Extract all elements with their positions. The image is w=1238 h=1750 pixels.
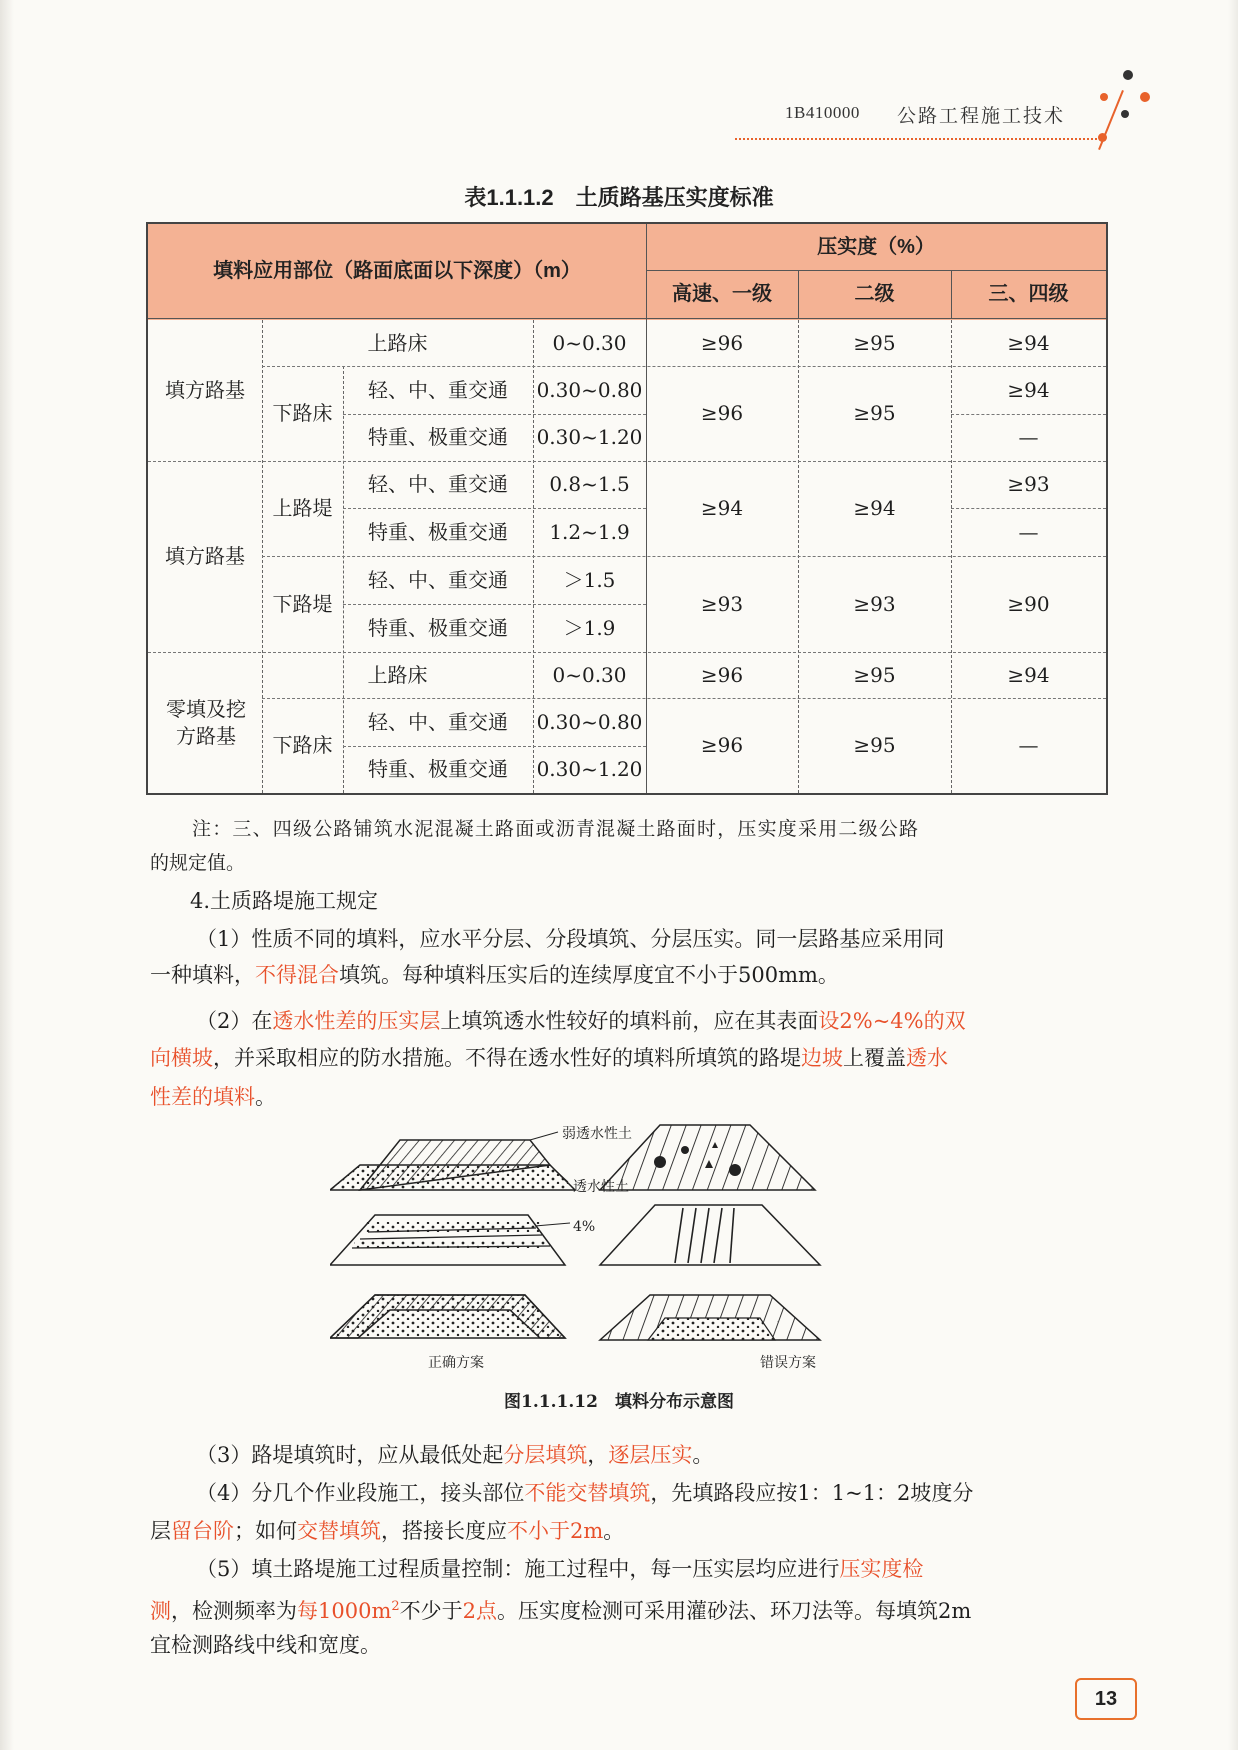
table-note [150, 846, 1110, 880]
wrong-scheme-2 [600, 1205, 820, 1265]
table-note [192, 812, 1112, 846]
emphasis-text: 边坡 [801, 1046, 843, 1070]
text-run: 宜检测路线中线和宽度。 [150, 1633, 381, 1657]
table-cell-value: ≥95 [853, 401, 896, 425]
text-run: 上填筑透水性较好的填料前，应在其表面 [440, 1009, 819, 1033]
paragraph-5 [150, 1590, 1110, 1628]
emphasis-text: 分层填筑 [503, 1443, 588, 1467]
table-header-location: 填料应用部位（路面底面以下深度）（m） [213, 260, 581, 282]
text-run: ， [587, 1443, 609, 1467]
table-cell-value: — [1018, 733, 1039, 757]
correct-scheme-3 [330, 1295, 565, 1338]
table-cell-value: — [1018, 425, 1039, 449]
paragraph-5 [150, 1628, 1110, 1662]
table-cell-value: ≥94 [700, 496, 744, 520]
text-run: 不少于 [399, 1599, 463, 1623]
emphasis-text: 透水性差的压实层 [272, 1009, 441, 1033]
table-subgroup-label: 下路床 [272, 733, 333, 757]
paragraph-3 [196, 1438, 1111, 1472]
table-cell-depth: 0.30~1.20 [536, 757, 643, 781]
table-cell-value: ≥94 [1007, 377, 1050, 402]
table-cell-depth: 0.30~1.20 [536, 425, 643, 449]
table-cell-depth: 0~0.30 [552, 330, 627, 355]
table-cell-value: ≥95 [853, 662, 896, 687]
text-run: （3）路堤填筑时，应从最低处起 [196, 1443, 504, 1467]
table-cell-depth: ＞1.9 [563, 615, 616, 640]
table-group-label: 填方路基 [165, 378, 245, 402]
table-cell-depth: 0.8~1.5 [549, 472, 630, 496]
table-cell-depth: 0.30~0.80 [536, 709, 643, 734]
table-cell-value: ≥96 [700, 330, 744, 355]
table-cell-value: ≥95 [853, 733, 896, 757]
table-group-label: 填方路基 [165, 544, 245, 568]
emphasis-text: 交替填筑 [297, 1519, 381, 1543]
text-run: ，检测频率为 [171, 1599, 297, 1623]
table-cell-part: 上路床 [367, 662, 428, 687]
emphasis-text: 不能交替填筑 [524, 1481, 651, 1505]
text-run: 层 [150, 1519, 171, 1543]
header-dot [1123, 70, 1133, 80]
text-run: （2）在 [196, 1009, 273, 1033]
table-cell-value: ≥94 [1007, 662, 1050, 687]
emphasis-text: 2点 [462, 1599, 498, 1623]
table-cell-value: — [1018, 519, 1039, 544]
table-cell-part: 轻、中、重交通 [368, 472, 508, 496]
table-title: 表1.1.1.2 土质路基压实度标准 [464, 185, 774, 210]
wrong-scheme-3 [600, 1295, 820, 1340]
fill-distribution-diagram [330, 1120, 930, 1390]
table-cell-value: ≥94 [853, 496, 896, 520]
table-cell-part: 轻、中、重交通 [368, 567, 508, 592]
label-slope: 4% [573, 1219, 596, 1235]
table-cell-part: 轻、中、重交通 [368, 709, 508, 734]
header-dotted-rule [735, 138, 1105, 140]
emphasis-text: 逐层压实 [608, 1443, 693, 1467]
table-cell-depth: 0~0.30 [552, 662, 627, 687]
header-dot [1140, 92, 1150, 102]
text-run: ，搭接长度应 [381, 1519, 507, 1543]
paragraph-2 [150, 1041, 1110, 1075]
paragraph-1 [150, 958, 1110, 992]
table-cell-part: 特重、极重交通 [368, 757, 508, 781]
table-cell-part: 特重、极重交通 [368, 615, 508, 640]
label-permeable-soil: 透水性土 [573, 1179, 629, 1195]
emphasis-text: 不小于2m [507, 1519, 604, 1543]
table-cell-value: ≥93 [853, 591, 896, 616]
table-cell-depth: 0.30~0.80 [536, 377, 643, 402]
text-run: ，并采取相应的防水措施。不得在透水性好的填料所填筑的路堤 [213, 1046, 801, 1070]
table-subgroup-label: 上路堤 [272, 496, 333, 520]
text-run: 。 [692, 1443, 714, 1467]
text-run: 。 [603, 1519, 625, 1543]
header-dot [1098, 133, 1107, 142]
header-dot [1100, 93, 1108, 101]
text-run: （4）分几个作业段施工，接头部位 [196, 1481, 525, 1505]
emphasis-text: 每1000m [297, 1599, 392, 1623]
text-run: ；如何 [234, 1519, 297, 1543]
label-weak-permeable-soil: 弱透水性土 [562, 1126, 632, 1142]
table-note-line: 注：三、四级公路铺筑水泥混凝土路面或沥青混凝土路面时，压实度采用二级公路 [192, 818, 920, 840]
correct-scheme-2 [330, 1215, 570, 1265]
table-group-label: 零填及挖方路基 [166, 696, 246, 748]
emphasis-text: 压实度检 [839, 1557, 924, 1581]
text-run: 填筑。每种填料压实后的连续厚度宜不小于500mm。 [339, 963, 839, 987]
text-run: ，先填路段应按1：1~1：2坡度分 [650, 1481, 974, 1505]
table-note-line: 的规定值。 [150, 852, 246, 874]
figure-caption: 图1.1.1.12 填料分布示意图 [504, 1392, 734, 1412]
table-cell-value: ≥96 [700, 401, 744, 425]
correct-scheme-1 [330, 1132, 575, 1190]
table-header-col-2: 二级 [854, 283, 895, 305]
emphasis-text: 透水 [906, 1046, 948, 1070]
text-run: （1）性质不同的填料，应水平分层、分段填筑、分层压实。同一层路基应采用同 [196, 927, 945, 951]
paragraph-4 [196, 1476, 1111, 1510]
table-subgroup-label: 下路堤 [272, 591, 333, 616]
text-run: 一种填料， [150, 963, 255, 987]
table-header-col-1: 高速、一级 [672, 283, 772, 305]
emphasis-text: 向横坡 [150, 1046, 213, 1070]
superscript: 2 [391, 1599, 400, 1614]
table-cell-value: ≥93 [1007, 472, 1050, 496]
table-cell-depth: 1.2~1.9 [549, 519, 630, 544]
paragraph-4 [150, 1514, 1110, 1548]
table-cell-value: ≥96 [700, 733, 744, 757]
table-cell-value: ≥96 [700, 662, 744, 687]
page-edge-shadow [1228, 0, 1238, 1750]
header-code: 1B410000 [785, 103, 860, 122]
header-dot [1121, 110, 1129, 118]
emphasis-text: 设2%~4%的双 [818, 1009, 966, 1033]
paragraph-2 [196, 1004, 1111, 1038]
table-cell-part: 上路床 [367, 330, 428, 355]
table-cell-part: 特重、极重交通 [368, 425, 508, 449]
wrong-scheme-1 [600, 1125, 815, 1190]
text-run: 。压实度检测可采用灌砂法、环刀法等。每填筑2m [497, 1599, 972, 1623]
label-correct-scheme: 正确方案 [428, 1355, 484, 1371]
text-run: 。 [255, 1085, 276, 1109]
table-cell-value: ≥90 [1007, 591, 1050, 616]
paragraph-1 [196, 922, 1111, 956]
table-subgroup-label: 下路床 [272, 401, 333, 425]
emphasis-text: 测 [150, 1599, 171, 1623]
emphasis-text: 不得混合 [255, 963, 339, 987]
table-cell-part: 特重、极重交通 [368, 519, 508, 544]
table-cell-depth: ＞1.5 [563, 567, 616, 592]
emphasis-text: 性差的填料 [150, 1085, 255, 1109]
page-binding-shadow [0, 0, 14, 1750]
header-title: 公路工程施工技术 [897, 105, 1066, 127]
paragraph-5 [196, 1552, 1111, 1586]
table-cell-value: ≥94 [1007, 330, 1050, 355]
section-heading: 4.土质路堤施工规定 [190, 889, 379, 913]
text-run: 上覆盖 [843, 1046, 906, 1070]
compaction-standard-table [146, 222, 1108, 795]
label-wrong-scheme: 错误方案 [760, 1355, 816, 1371]
table-cell-value: ≥93 [700, 591, 744, 616]
text-run: （5）填土路堤施工过程质量控制：施工过程中，每一压实层均应进行 [196, 1557, 840, 1581]
table-header-col-3: 三、四级 [988, 283, 1069, 305]
paragraph-2 [150, 1080, 1110, 1114]
table-header-compaction: 压实度（%） [817, 235, 935, 258]
table-cell-part: 轻、中、重交通 [368, 377, 508, 402]
emphasis-text: 留台阶 [171, 1519, 234, 1543]
table-cell-value: ≥95 [853, 330, 896, 355]
page-number: 13 [1075, 1678, 1137, 1720]
